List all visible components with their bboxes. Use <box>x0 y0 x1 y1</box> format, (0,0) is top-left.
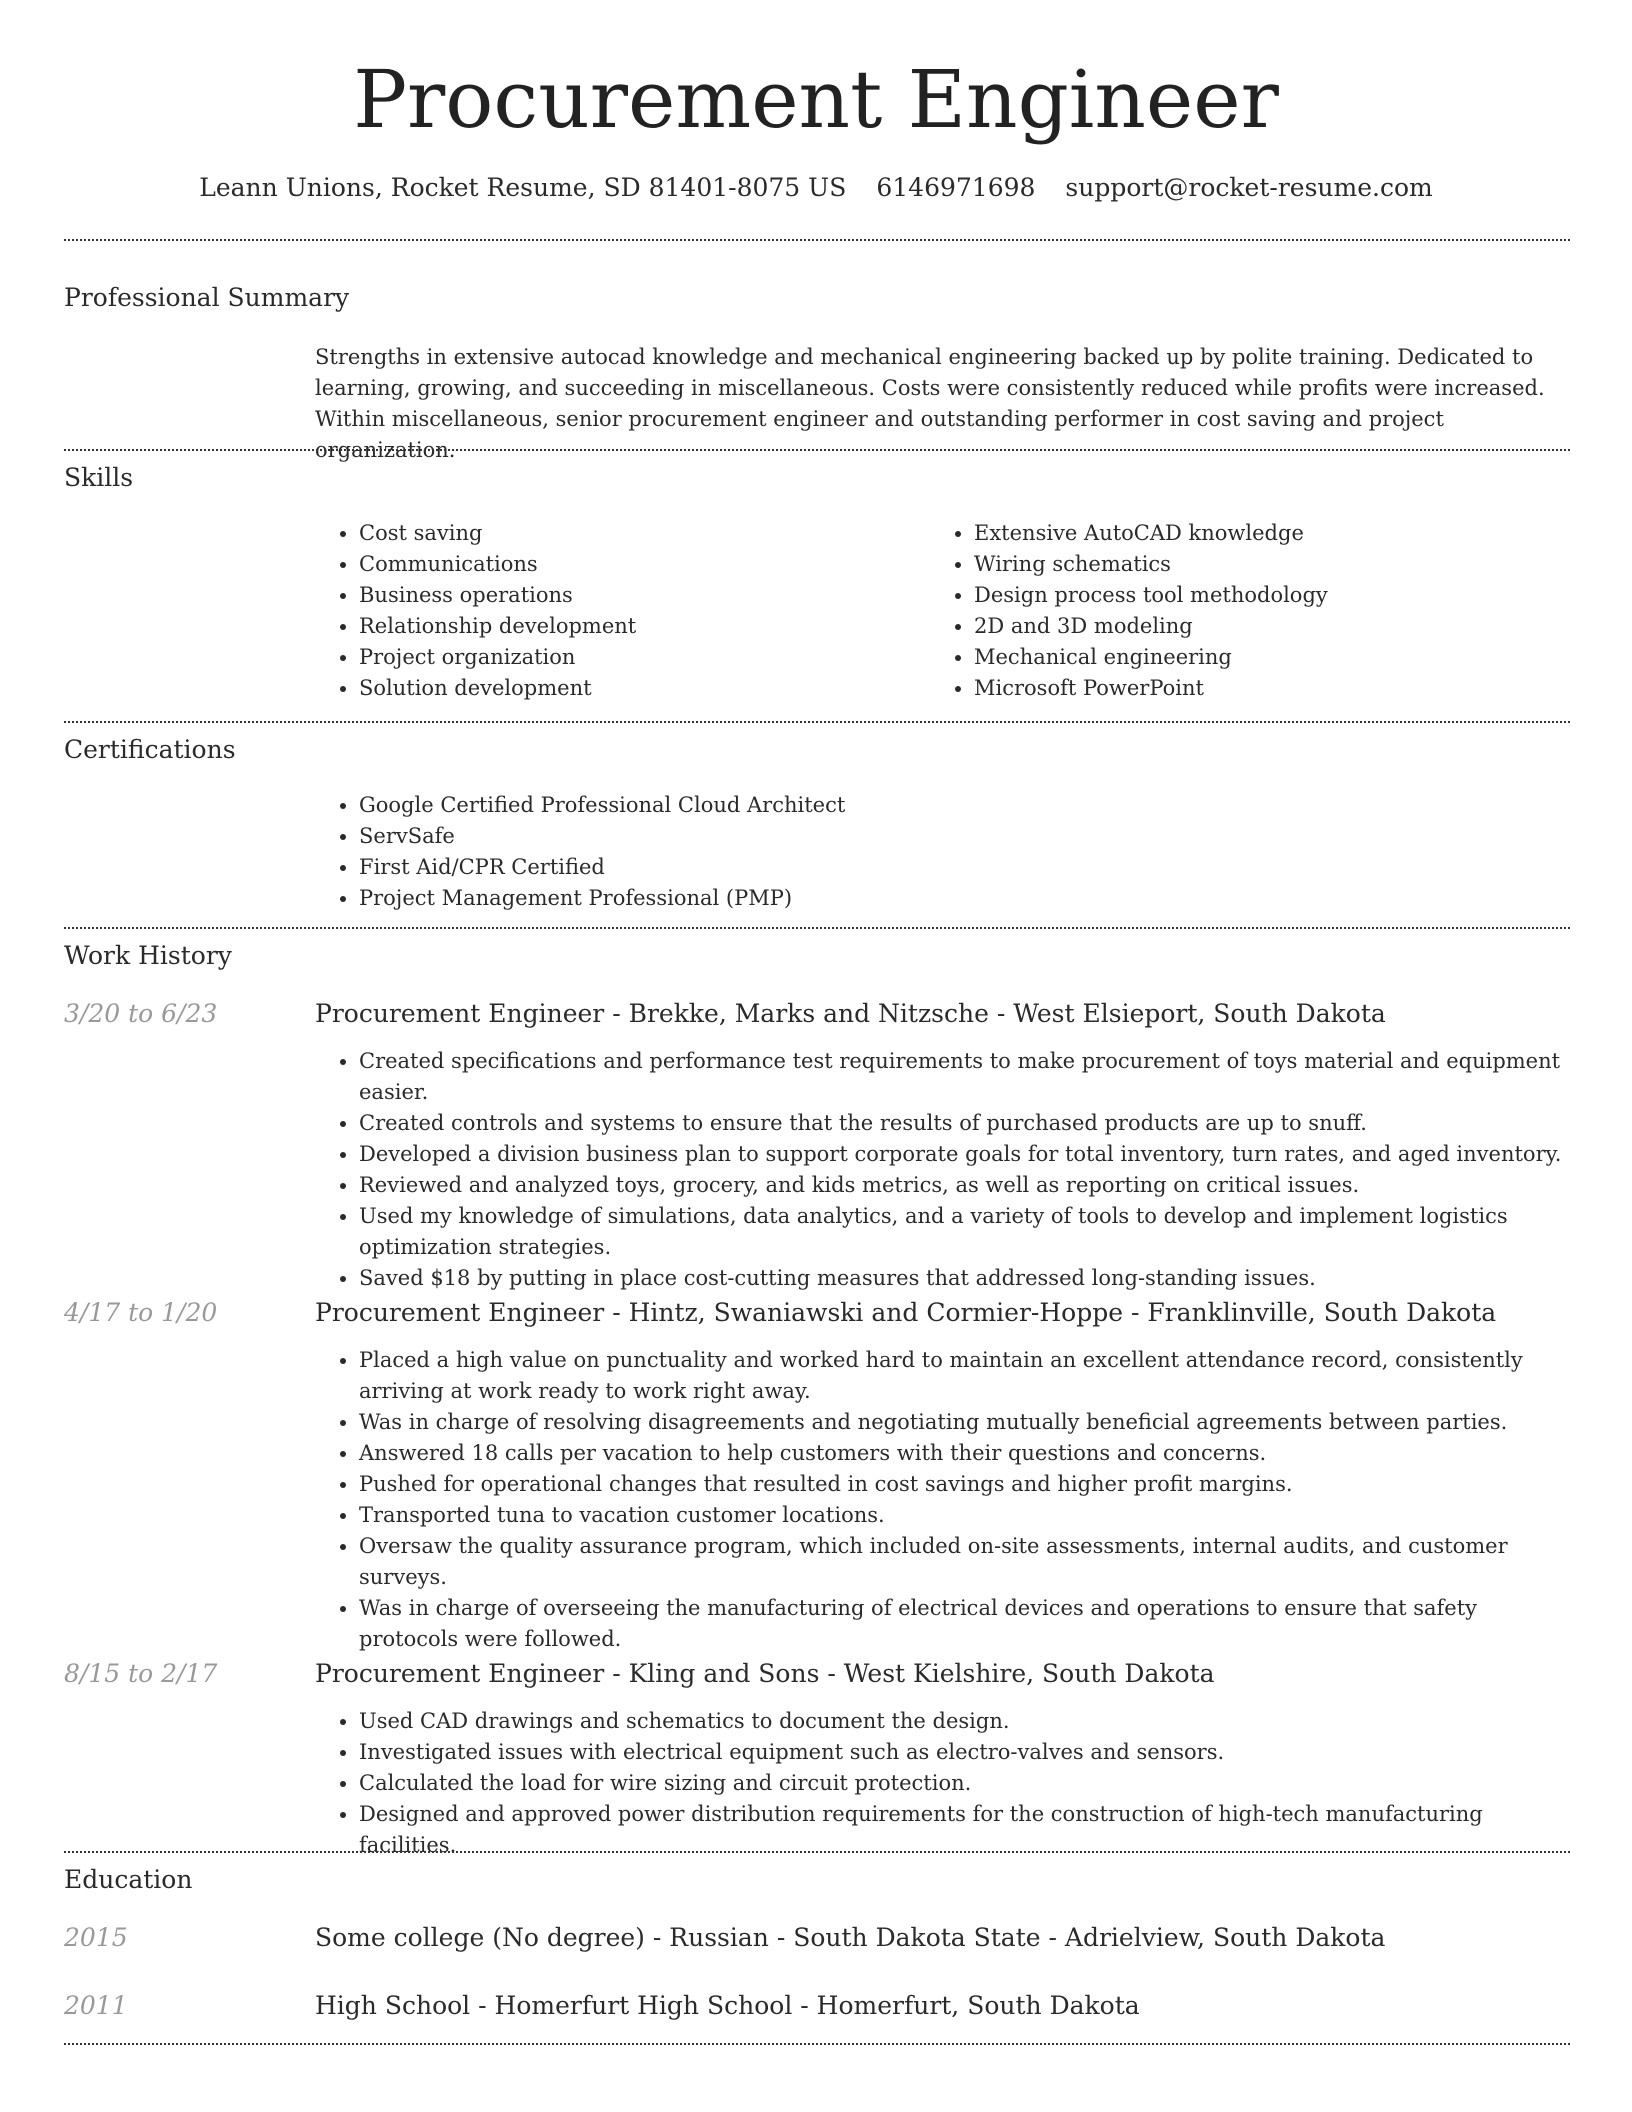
separator: - <box>988 999 1014 1028</box>
job-location: West Kielshire, South Dakota <box>843 1659 1215 1688</box>
job-bullet: • Transported tuna to vacation customer locations. <box>359 1500 1577 1531</box>
skill-item: • 2D and 3D modeling <box>974 611 1550 642</box>
job-bullet: • Saved $18 by putting in place cost-cutting measures that addressed long-standing issues. <box>359 1263 1577 1294</box>
job-bullet: • Created specifications and performance test requirements to make procurement of toys material and equipment easier. <box>359 1046 1577 1108</box>
certification-item: • Project Management Professional (PMP) <box>359 883 1315 914</box>
skill-item: • Solution development <box>359 673 915 704</box>
job-bullet: • Pushed for operational changes that resulted in cost savings and higher profit margins. <box>359 1469 1577 1500</box>
skill-item: • Microsoft PowerPoint <box>974 673 1550 704</box>
job-company: Brekke, Marks and Nitzsche <box>628 999 989 1028</box>
job-bullet: • Used my knowledge of simulations, data analytics, and a variety of tools to develop and implement logistics optimization strategies. <box>359 1201 1577 1263</box>
education-degree: High School <box>315 1991 471 2020</box>
separator: - <box>768 1923 794 1952</box>
job-bullet: • Was in charge of resolving disagreements and negotiating mutually beneficial agreements between parties. <box>359 1407 1577 1438</box>
job-bullet: • Used CAD drawings and schematics to document the design. <box>359 1706 1577 1737</box>
job-bullet: • Oversaw the quality assurance program, which included on-site assessments, internal audits, and customer surveys. <box>359 1531 1577 1593</box>
job-bullet: • Designed and approved power distribution requirements for the construction of high-tech manufacturing facilities. <box>359 1799 1577 1861</box>
separator: - <box>792 1991 817 2020</box>
job-location: Franklinville, South Dakota <box>1147 1298 1497 1327</box>
job-bullet: • Answered 18 calls per vacation to help customers with their questions and concerns. <box>359 1438 1577 1469</box>
job-dates: 4/17 to 1/20 <box>64 1298 218 1327</box>
divider <box>64 239 1570 241</box>
skill-item: • Relationship development <box>359 611 915 642</box>
job-dates: 8/15 to 2/17 <box>64 1659 218 1688</box>
skills-column-left <box>315 518 915 704</box>
section-heading-work-history: Work History <box>64 941 232 970</box>
skill-item: • Communications <box>359 549 915 580</box>
job-location: West Elsieport, South Dakota <box>1013 999 1386 1028</box>
job-bullet: • Placed a high value on punctuality and worked hard to maintain an excellent attendance record, consistently arriving at work ready to work right away. <box>359 1345 1577 1407</box>
skills-column-right <box>930 518 1550 704</box>
summary-text: Strengths in extensive autocad knowledge and mechanical engineering backed up by polite training. Dedicated to learning, growing, and succeeding in miscellaneous. Costs were consistently reduced while profits were increased. Within miscellaneous, senior procurement engineer and outstanding performer in cost saving and project organization. <box>315 345 1545 462</box>
divider <box>64 927 1570 929</box>
job-bullet: • Developed a division business plan to support corporate goals for total inventory, turn rates, and aged inventory. <box>359 1139 1577 1170</box>
certification-item: • ServSafe <box>359 821 1315 852</box>
separator: - <box>644 1923 670 1952</box>
education-heading <box>315 1989 1140 2023</box>
education-field: Russian <box>669 1923 769 1952</box>
job-title: Procurement Engineer <box>315 999 605 1028</box>
contact-email: support@rocket-resume.com <box>1065 173 1433 202</box>
certification-item: • First Aid/CPR Certified <box>359 852 1315 883</box>
job-company: Kling and Sons <box>628 1659 820 1688</box>
job-bullet: • Created controls and systems to ensure that the results of purchased products are up to snuff. <box>359 1108 1577 1139</box>
divider <box>64 1851 1570 1853</box>
separator: - <box>819 1659 844 1688</box>
skill-item: • Extensive AutoCAD knowledge <box>974 518 1550 549</box>
job-dates: 3/20 to 6/23 <box>64 999 218 1028</box>
section-heading-summary: Professional Summary <box>64 283 350 312</box>
job-heading <box>315 1296 1496 1330</box>
contact-phone: 6146971698 <box>876 173 1036 202</box>
education-year: 2011 <box>64 1991 128 2020</box>
section-heading-skills: Skills <box>64 463 134 492</box>
job-bullets <box>315 1345 1577 1655</box>
job-company: Hintz, Swaniawski and Cormier-Hoppe <box>628 1298 1124 1327</box>
separator: - <box>604 999 629 1028</box>
contact-address: Leann Unions, Rocket Resume, SD 81401-8075 US <box>199 173 847 202</box>
job-heading <box>315 1657 1215 1691</box>
separator: - <box>470 1991 495 2020</box>
education-heading <box>315 1921 1385 1955</box>
separator: - <box>604 1659 629 1688</box>
education-degree: Some college (No degree) <box>315 1923 645 1952</box>
separator: - <box>1123 1298 1148 1327</box>
certifications-list <box>315 790 1315 914</box>
education-school: Homerfurt High School <box>494 1991 793 2020</box>
job-bullet: • Was in charge of overseeing the manufacturing of electrical devices and operations to ensure that safety protocols were followed. <box>359 1593 1577 1655</box>
skill-item: • Wiring schematics <box>974 549 1550 580</box>
section-heading-certifications: Certifications <box>64 735 236 764</box>
divider <box>64 449 1570 451</box>
job-heading <box>315 997 1386 1031</box>
job-title: Procurement Engineer <box>315 1298 605 1327</box>
job-bullets <box>315 1046 1577 1294</box>
separator: - <box>1040 1923 1065 1952</box>
skill-item: • Cost saving <box>359 518 915 549</box>
section-heading-education: Education <box>64 1865 193 1894</box>
job-title: Procurement Engineer <box>315 1659 605 1688</box>
contact-line <box>0 168 1632 208</box>
separator: - <box>604 1298 629 1327</box>
education-location: Adrielview, South Dakota <box>1064 1923 1386 1952</box>
skill-item: • Mechanical engineering <box>974 642 1550 673</box>
resume-title: Procurement Engineer <box>353 53 1279 146</box>
education-year: 2015 <box>64 1923 128 1952</box>
skill-item: • Business operations <box>359 580 915 611</box>
job-bullet: • Reviewed and analyzed toys, grocery, and kids metrics, as well as reporting on critical issues. <box>359 1170 1577 1201</box>
education-school: South Dakota State <box>793 1923 1041 1952</box>
certification-item: • Google Certified Professional Cloud Architect <box>359 790 1315 821</box>
job-bullet: • Investigated issues with electrical equipment such as electro-valves and sensors. <box>359 1737 1577 1768</box>
education-location: Homerfurt, South Dakota <box>816 1991 1140 2020</box>
divider <box>64 2043 1570 2045</box>
job-bullet: • Calculated the load for wire sizing and circuit protection. <box>359 1768 1577 1799</box>
skill-item: • Design process tool methodology <box>974 580 1550 611</box>
divider <box>64 721 1570 723</box>
skill-item: • Project organization <box>359 642 915 673</box>
job-bullets <box>315 1706 1577 1861</box>
